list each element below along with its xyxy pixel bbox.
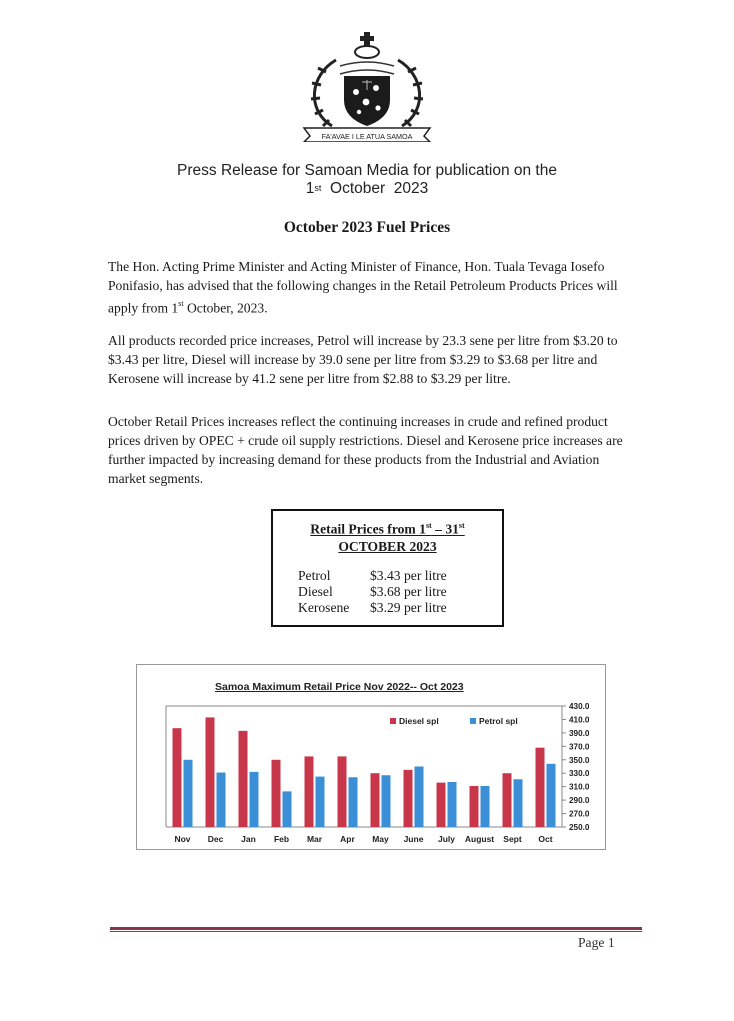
publication-month-year: October 2023 [330,180,429,197]
y-tick-label: 410.0 [569,715,590,725]
product-price: $3.43 per litre [370,568,447,583]
publication-day: 1 [305,180,315,197]
y-tick-label: 370.0 [569,742,590,752]
intro-date-suffix: st [178,299,184,308]
box-title-sup-a: st [425,521,432,530]
y-tick-label: 390.0 [569,728,590,738]
y-tick-label: 330.0 [569,769,590,779]
price-row-petrol [298,568,447,584]
intro-paragraph [108,257,640,318]
price-row-kerosene [298,600,447,616]
y-tick-label: 430.0 [569,702,590,711]
price-increase-paragraph: All products recorded price increases, Petrol will increase by 23.3 sene per litre from $3.20 to $3.43 per litre, Diesel will increase by 39.0 sene per litre from $3.29 to $3.68 per litre and Kerosene will increase by 41.2 sene per litre from $2.88 to $3.29 per litre. [108,333,618,386]
product-price: $3.68 per litre [370,584,447,599]
intro-text: The Hon. Acting Prime Minister and Acting Minister of Finance, Hon. Tuala Tevaga Iosefo Ponifasio, has advised that the following changes in the Retail Petroleum Products Prices will apply from 1 [108,259,618,316]
emblem-motto: FA'AVAE I LE ATUA SAMOA [321,132,413,141]
product-name: Petrol [298,568,331,583]
product-name: Diesel [298,584,333,599]
page-number: Page 1 [578,935,615,950]
box-title-sup-b: st [458,521,465,530]
legend-label: Diesel spl [399,716,439,726]
press-release-title-line1: Press Release for Samoan Media for publication on the [177,162,557,179]
x-tick-label: Oct [538,834,553,844]
y-tick-label: 350.0 [569,755,590,765]
x-tick-label: Mar [306,834,323,844]
x-tick-label: Nov [174,834,191,844]
chart-title: Samoa Maximum Retail Price Nov 2022-- Oct 2023 [215,681,464,693]
box-title-line2: OCTOBER 2023 [338,538,437,554]
intro-text-end: October, 2023. [183,300,268,316]
x-tick-label: July [437,834,456,844]
x-tick-label: August [464,834,495,844]
retail-prices-box-title [273,517,502,555]
y-tick-label: 290.0 [569,796,590,806]
box-title-part-a: Retail Prices from 1 [310,521,426,537]
x-tick-label: Apr [340,834,355,844]
press-release-title-line2 [0,180,734,198]
y-tick-label: 310.0 [569,782,590,792]
price-list [298,568,447,616]
x-tick-label: Dec [207,834,224,844]
product-price: $3.29 per litre [370,600,447,615]
reasons-paragraph: October Retail Prices increases reflect the continuing increases in crude and refined product prices driven by OPEC + crude oil supply restrictions. Diesel and Kerosene price increases are further impacted by increasing demand for these products from the Industrial and Aviation market segments. [108,414,623,486]
box-title-part-b: – 31 [431,521,459,537]
footer-rule [110,927,642,930]
y-tick-label: 250.0 [569,823,590,832]
x-tick-label: May [372,834,389,844]
coat-of-arms-emblem [296,30,438,142]
x-tick-label: Jan [241,834,256,844]
x-tick-label: Sept [503,834,522,844]
product-name: Kerosene [298,600,350,615]
publication-day-suffix: st [314,183,322,193]
document-heading: October 2023 Fuel Prices [283,219,451,236]
y-tick-label: 270.0 [569,809,590,819]
footer-rule-thin [110,931,642,932]
legend-label: Petrol spl [479,716,518,726]
retail-prices-box [271,509,504,627]
x-tick-label: June [403,834,424,844]
x-tick-label: Feb [273,834,290,844]
price-row-diesel [298,584,447,600]
